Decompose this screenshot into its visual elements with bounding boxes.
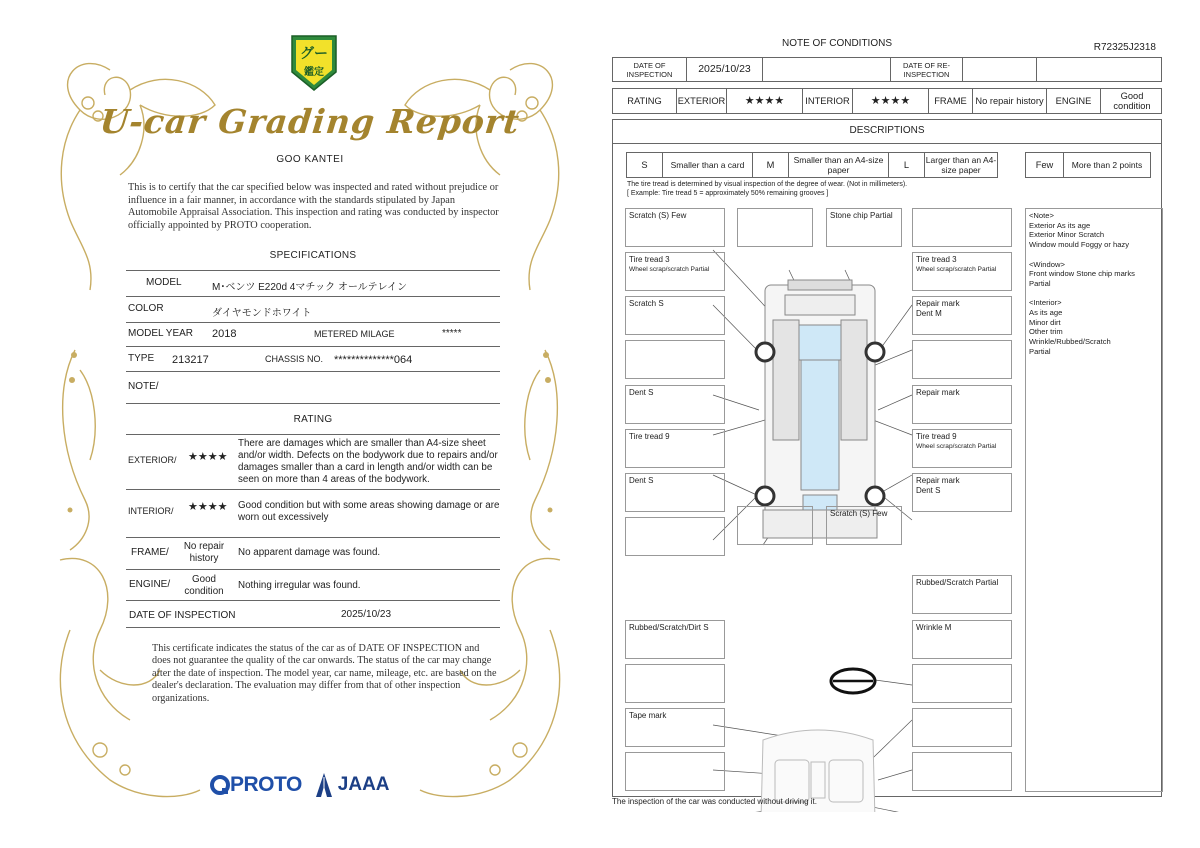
frame-value: No repair history — [183, 541, 225, 564]
note-box-text: Scratch S — [629, 299, 664, 308]
rating-label: RATING — [613, 89, 677, 113]
note-box — [625, 252, 725, 291]
date-value: 2025/10/23 — [687, 58, 763, 81]
proto-logo — [210, 773, 302, 797]
note-box-text: Dent S — [916, 486, 941, 495]
date-label: DATE OF INSPECTION — [613, 58, 687, 81]
type-value: 213217 — [172, 354, 209, 366]
divider — [126, 600, 500, 601]
note-box-text: Scratch (S) Few — [629, 211, 687, 220]
type-label: TYPE — [128, 353, 155, 364]
note-box — [625, 708, 725, 747]
legend-s-desc: Smaller than a card — [663, 153, 753, 177]
interior-label: INTERIOR/ — [128, 506, 174, 516]
note-box — [912, 252, 1012, 291]
note-box — [625, 664, 725, 703]
badge-bottom-text: 鑑定 — [304, 67, 324, 78]
jaaa-logo-text: JAAA — [337, 774, 390, 795]
note-box — [826, 208, 902, 247]
engine-value: Good condition — [1113, 90, 1151, 111]
note-box-text: Tire tread 9 — [629, 432, 670, 441]
exterior-stars: ★★★★ — [727, 89, 803, 113]
note-title: NOTE OF CONDITIONS — [782, 38, 892, 49]
date-of-inspection-label: DATE OF INSPECTION — [129, 610, 236, 621]
divider — [126, 537, 500, 538]
note-box — [625, 620, 725, 659]
engine-label: ENGINE/ — [129, 579, 171, 590]
certificate-intro: This is to certify that the car specified below was inspected and rated without prejudice or influence in a fair manner, in accordance with the standards stipulated by Japan Automobile Appraisal Association. This inspection and rating was conducted by inspector officially appointed by PROTO cooperation. — [128, 182, 499, 231]
interior-line: Partial — [1029, 346, 1051, 356]
exterior-stars: ★★★★ — [188, 451, 228, 463]
inspection-disclaimer: The inspection of the car was conducted without driving it. — [612, 797, 817, 806]
note-box-subtext: Wheel scrap/scratch Partial — [629, 266, 710, 273]
color-label: COLOR — [128, 303, 164, 314]
chassis-label: CHASSIS NO. — [265, 354, 324, 364]
steering-wheel-icon — [831, 669, 875, 693]
proto-mark-icon — [210, 774, 230, 796]
notes-column — [1025, 208, 1163, 792]
legend-few: Few — [1026, 153, 1064, 177]
interior-group — [1029, 298, 1159, 356]
divider — [126, 371, 500, 372]
legend-l-desc: Larger than an A4-size paper — [925, 154, 997, 175]
frame-description: No apparent damage was found. — [238, 547, 381, 558]
engine-description: Nothing irregular was found. — [238, 580, 361, 591]
note-box-text: Stone chip Partial — [830, 211, 893, 220]
interior-line: Other trim — [1029, 327, 1063, 337]
note-box — [737, 208, 813, 247]
interior-line: As its age — [1029, 308, 1063, 317]
interior-stars: ★★★★ — [188, 501, 228, 513]
divider — [126, 403, 500, 404]
descriptions-panel — [612, 119, 1162, 797]
note-group — [1029, 211, 1159, 250]
divider — [126, 346, 500, 347]
divider — [126, 296, 500, 297]
note-box-text: Tire tread 3 — [916, 255, 957, 264]
exterior-label: EXTERIOR/ — [128, 455, 177, 465]
chassis-value: **************064 — [334, 354, 413, 366]
legend-s: S — [627, 153, 663, 177]
metered-milage-label: METERED MILAGE — [314, 329, 395, 339]
note-box — [912, 620, 1012, 659]
window-group — [1029, 260, 1159, 289]
legend-m-desc: Smaller than an A4-size paper — [789, 153, 889, 177]
note-box — [737, 506, 813, 545]
interior-title: <Interior> — [1029, 298, 1062, 308]
engine-value: Good condition — [184, 574, 224, 597]
divider — [126, 569, 500, 570]
note-of-conditions — [612, 33, 1164, 811]
descriptions-heading: DESCRIPTIONS — [849, 125, 925, 136]
legend-m: M — [753, 153, 789, 177]
date-of-inspection-value: 2025/10/23 — [341, 609, 392, 620]
note-box-text: Tire tread 3 — [629, 255, 670, 264]
note-box — [912, 296, 1012, 335]
note-box — [912, 340, 1012, 379]
engine-label: ENGINE — [1047, 89, 1101, 113]
note-box — [625, 385, 725, 424]
grading-certificate — [40, 30, 580, 820]
note-box — [912, 664, 1012, 703]
tire-note: The tire tread is determined by visual inspection of the degree of wear. (Not in millimeters). — [627, 181, 908, 188]
legend-l: L — [889, 153, 925, 177]
legend-few-desc: More than 2 points — [1071, 159, 1143, 170]
badge-top-text: グー — [300, 46, 328, 62]
proto-logo-text: PROTO — [230, 773, 302, 796]
exterior-label: EXTERIOR — [677, 89, 727, 113]
tire-example: [ Example: Tire tread 5 = approximately 50% remaining grooves ] — [627, 190, 829, 197]
frame-value: No repair history — [973, 89, 1047, 113]
note-box-text: Repair mark — [916, 388, 960, 397]
exterior-description: There are damages which are smaller than A4-size sheet and/or width. Defects on the bodywork due to repairs and/or damages smaller than a card in length and/or width can be seen on more than 4 areas of the bodywork. — [238, 438, 498, 485]
frame-label: FRAME/ — [131, 547, 169, 558]
notes-line: Window mould Foggy or hazy — [1029, 240, 1130, 250]
note-box-subtext: Wheel scrap/scratch Partial — [916, 443, 997, 450]
note-box-text: Tire tread 9 — [916, 432, 957, 441]
note-box-text: Dent S — [629, 388, 654, 397]
note-label: NOTE/ — [128, 381, 159, 392]
note-box — [625, 473, 725, 512]
interior-line: Minor dirt — [1029, 317, 1061, 327]
rating-heading: RATING — [293, 414, 333, 425]
certificate-subtitle: GOO KANTEI — [276, 154, 344, 165]
note-box-text: Repair mark — [916, 299, 960, 308]
interior-line: Wrinkle/Rubbed/Scratch — [1029, 337, 1111, 347]
note-box — [912, 708, 1012, 747]
specifications-heading: SPECIFICATIONS — [269, 250, 357, 261]
note-box-text: Rubbed/Scratch/Dirt S — [629, 623, 709, 632]
model-year-value: 2018 — [212, 328, 237, 340]
note-box — [912, 429, 1012, 468]
window-line: Partial — [1029, 278, 1051, 288]
note-box — [625, 517, 725, 556]
interior-stars: ★★★★ — [853, 89, 929, 113]
car-top-view — [763, 280, 877, 538]
divider — [126, 434, 500, 435]
note-box — [826, 506, 902, 545]
jaaa-logo — [314, 772, 390, 798]
note-box-text: Dent M — [916, 309, 942, 318]
note-box — [625, 208, 725, 247]
note-box — [912, 752, 1012, 791]
notes-line: Exterior As its age — [1029, 220, 1091, 230]
note-box — [912, 208, 1012, 247]
note-box-subtext: Wheel scrap/scratch Partial — [916, 266, 997, 273]
interior-description: Good condition but with some areas showing damage or are worn out excessively — [238, 500, 500, 523]
jaaa-mark-icon — [314, 772, 334, 798]
divider — [126, 627, 500, 628]
goo-kantei-badge-icon — [288, 32, 340, 94]
frame-label: FRAME — [929, 89, 973, 113]
note-box-text: Tape mark — [629, 711, 667, 720]
divider — [126, 270, 500, 271]
note-box — [625, 429, 725, 468]
note-box-text: Repair mark — [916, 476, 960, 485]
note-box-text: Scratch (S) Few — [830, 509, 888, 518]
model-label: MODEL — [146, 277, 182, 288]
certificate-footer: This certificate indicates the status of the car as of DATE OF INSPECTION and does not guarantee the quality of the car onwards. The status of the car may change after the date of inspection. The model year, car name, mileage, etc. are based on the dealer's declaration. The evaluation may differ from that of other inspection organizations. — [152, 643, 497, 704]
note-box-text: Dent S — [629, 476, 654, 485]
interior-label: INTERIOR — [803, 89, 853, 113]
note-box — [912, 385, 1012, 424]
notes-line: Exterior Minor Scratch — [1029, 230, 1105, 240]
logos — [210, 770, 390, 800]
metered-milage-value: ***** — [442, 328, 462, 339]
model-year-label: MODEL YEAR — [128, 328, 194, 339]
notes-title: <Note> — [1029, 211, 1054, 220]
window-line: Front window Stone chip marks — [1029, 269, 1135, 279]
divider — [126, 322, 500, 323]
note-box-text: Wrinkle M — [916, 623, 952, 632]
note-box — [625, 296, 725, 335]
reinspection-label: DATE OF RE-INSPECTION — [891, 58, 963, 81]
note-box — [625, 752, 725, 791]
note-box — [912, 473, 1012, 512]
reference-number: R72325J2318 — [1093, 42, 1156, 53]
note-box-text: Rubbed/Scratch Partial — [916, 578, 999, 587]
note-box — [625, 340, 725, 379]
model-value: M･ベンツ E220d 4マチック オールテレイン — [212, 282, 407, 293]
divider — [126, 489, 500, 490]
color-value: ダイヤモンドホワイト — [212, 308, 312, 319]
certificate-title: U-car Grading Report — [98, 102, 522, 141]
window-title: <Window> — [1029, 259, 1065, 269]
note-box — [912, 575, 1012, 614]
